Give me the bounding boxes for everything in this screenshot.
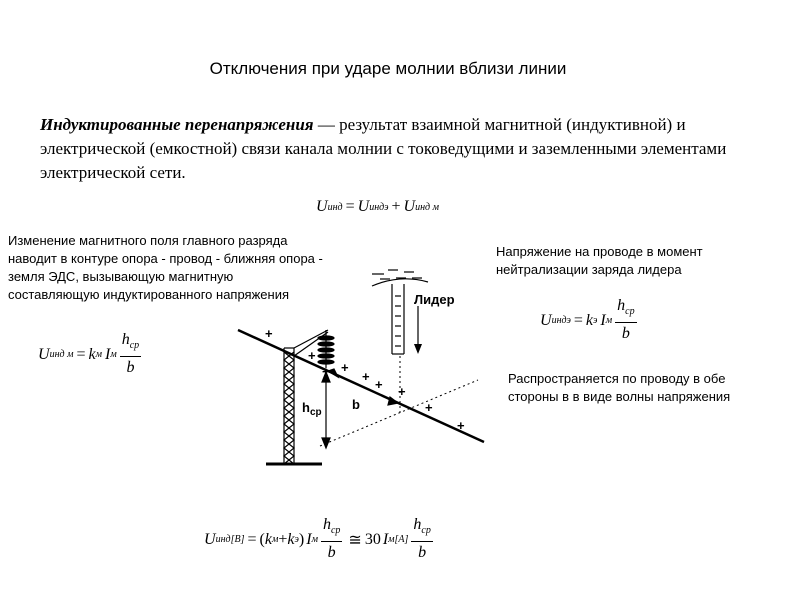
eq-main-sub-ind: инд: [327, 201, 343, 213]
eq-tot-paren-open: (: [259, 530, 265, 548]
eq-mag-k: k: [88, 345, 96, 363]
charge-sign: +: [398, 384, 406, 399]
leader-arrow-head: [414, 344, 422, 354]
charge-sign: +: [322, 364, 330, 379]
eq-el-den: b: [621, 325, 630, 343]
eq-main-u: U: [316, 198, 328, 215]
eq-tot-den: b: [327, 544, 336, 562]
eq-mag-i: I: [105, 345, 111, 363]
eq-el-k-sub: э: [593, 315, 598, 327]
definition-term: Индуктированные перенапряжения: [40, 115, 314, 134]
eq-tot-num2: h: [413, 516, 422, 533]
eq-tot-i-sub: м: [311, 534, 318, 546]
eq-mag-k-sub: м: [95, 349, 102, 361]
charge-sign: +: [457, 418, 465, 433]
eq-main-equals: =: [345, 198, 355, 215]
eq-el-equals: =: [573, 311, 583, 329]
definition-text: — результат взаимной магнитной (индуктивной) и электрической (емкостной) связи канала молнии с токоведущими и заземленными элементами электрической сети.: [40, 115, 727, 182]
eq-tot-den2: b: [418, 544, 427, 562]
distance-label: b: [352, 397, 360, 412]
eq-mag-i-sub: м: [110, 349, 117, 361]
eq-main-sub-ind-e: индэ: [369, 201, 389, 213]
charge-sign: +: [375, 377, 383, 392]
charge-sign: +: [425, 400, 433, 415]
eq-mag-sub: инд м: [49, 349, 74, 361]
charge-sign: +: [308, 348, 316, 363]
eq-tot-plus: +: [278, 530, 288, 548]
eq-tot-k1-sub: м: [271, 534, 279, 546]
eq-main-u3: U: [403, 198, 416, 215]
eq-tot-u: U: [204, 530, 216, 548]
eq-tot-k2-sub: э: [294, 534, 299, 546]
eq-el-num-sub: ср: [625, 306, 635, 318]
eq-main-sub-ind-m: инд м: [415, 201, 439, 213]
eq-tot-approx: ≅: [348, 531, 362, 549]
note-magnetic: Изменение магнитного поля главного разряда наводит в контуре опора - провод - ближняя опора - земля ЭДС, вызывающую магнитную составляющую индуктированного напряжения: [8, 233, 323, 302]
eq-mag-num-sub: ср: [129, 340, 140, 352]
height-label: $h_{ср}$: [302, 400, 322, 418]
eq-tot-k2: k: [287, 530, 295, 548]
positive-charges: [265, 326, 465, 433]
eq-el-sub: индэ: [551, 315, 571, 327]
eq-el-num: h: [617, 297, 626, 314]
eq-mag-den: b: [126, 359, 135, 377]
eq-tot-i2-sub: м[А]: [388, 534, 409, 546]
leader-channel: [392, 284, 404, 354]
eq-mag-num: h: [121, 331, 130, 348]
eq-tot-i2: I: [382, 530, 389, 548]
note-propagation: Распространяется по проводу в обе стороны в в виде волны напряжения: [508, 371, 731, 404]
eq-tot-num: h: [322, 516, 331, 533]
charge-sign: +: [362, 369, 370, 384]
eq-tot-sub: инд[В]: [215, 534, 245, 546]
eq-tot-num-sub: ср: [330, 525, 341, 537]
eq-mag-u: U: [38, 345, 50, 363]
eq-tot-num2-sub: ср: [421, 525, 431, 537]
eq-tot-i: I: [306, 530, 312, 548]
thundercloud-icon: [372, 270, 428, 286]
note-leader-voltage: Напряжение на проводе в момент нейтрализации заряда лидера: [496, 244, 703, 277]
leader-label: Лидер: [414, 292, 455, 307]
eq-tot-equals: =: [247, 530, 257, 548]
insulator-string: [318, 330, 334, 368]
charge-sign: +: [341, 360, 349, 375]
eq-el-i-sub: м: [605, 315, 613, 327]
eq-main-plus: +: [391, 198, 401, 215]
charge-sign: +: [265, 326, 273, 341]
eq-tot-k1: k: [264, 530, 272, 548]
eq-el-u: U: [540, 311, 552, 329]
eq-el-i: I: [600, 311, 606, 329]
height-arrow: [322, 372, 330, 448]
eq-mag-equals: =: [76, 345, 86, 363]
eq-tot-paren-close: ): [298, 530, 305, 548]
slide-title: Отключения при ударе молнии вблизи линии: [209, 59, 567, 78]
eq-tot-coef: 30: [364, 530, 381, 548]
eq-main-u2: U: [357, 198, 370, 215]
eq-el-k: k: [585, 311, 593, 329]
